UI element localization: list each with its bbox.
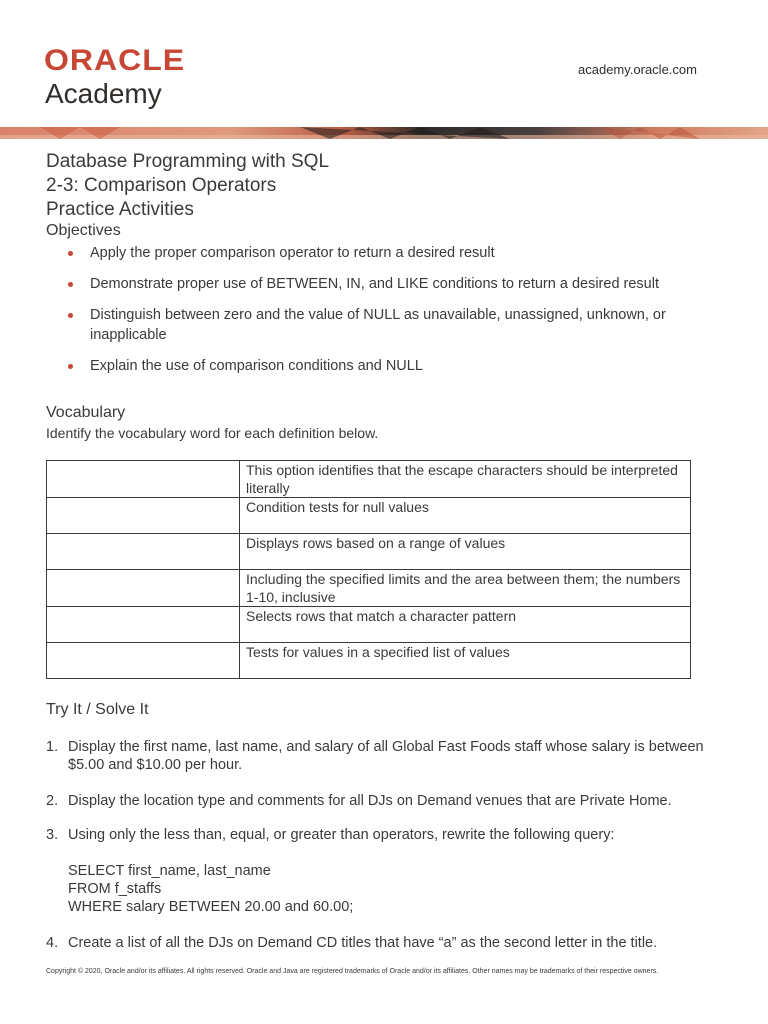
term-cell[interactable] xyxy=(47,534,240,570)
question-text: Using only the less than, equal, or greater than operators, rewrite the following query: xyxy=(68,827,615,843)
sql-line: FROM f_staffs xyxy=(68,881,162,897)
sql-code-block xyxy=(68,862,353,916)
course-title: Database Programming with SQL xyxy=(46,151,330,172)
bullet-icon xyxy=(68,313,73,318)
oracle-logo: ORACLE xyxy=(44,43,186,77)
definition-cell: Selects rows that match a character pattern xyxy=(240,607,691,643)
term-cell[interactable] xyxy=(47,570,240,607)
try-it-heading: Try It / Solve It xyxy=(46,701,149,718)
lesson-title: 2-3: Comparison Operators xyxy=(46,175,277,196)
table-row xyxy=(47,461,691,498)
table-row xyxy=(47,607,691,643)
question-text: Create a list of all the DJs on Demand CD titles that have “a” as the second letter in the title. xyxy=(68,935,658,951)
vocabulary-instruction: Identify the vocabulary word for each definition below. xyxy=(46,425,379,441)
table-row xyxy=(47,498,691,534)
vocabulary-table xyxy=(46,460,691,679)
sql-line: SELECT first_name, last_name xyxy=(68,863,271,879)
bullet-icon xyxy=(68,251,73,256)
decorative-banner xyxy=(0,127,768,139)
bullet-icon xyxy=(68,282,73,287)
section-subtitle: Practice Activities xyxy=(46,199,194,220)
definition-cell: Tests for values in a specified list of values xyxy=(240,643,691,679)
copyright-footer: Copyright © 2020, Oracle and/or its affiliates. All rights reserved. Oracle and Java are registered trademarks of Oracle and/or its affiliates. Other names may be trademarks of their respective owners. xyxy=(46,968,659,975)
objectives-heading: Objectives xyxy=(46,222,121,239)
term-cell[interactable] xyxy=(47,461,240,498)
question-number: 1. xyxy=(46,739,59,755)
question-number: 2. xyxy=(46,793,59,809)
list-item: Demonstrate proper use of BETWEEN, IN, and LIKE conditions to return a desired result xyxy=(68,274,708,294)
term-cell[interactable] xyxy=(47,643,240,679)
table-row xyxy=(47,570,691,607)
term-cell[interactable] xyxy=(47,607,240,643)
academy-logo-text: Academy xyxy=(45,78,162,109)
list-item: Apply the proper comparison operator to return a desired result xyxy=(68,243,708,263)
question-number: 3. xyxy=(46,827,59,843)
sql-line: WHERE salary BETWEEN 20.00 and 60.00; xyxy=(68,899,354,915)
question-text: Display the first name, last name, and salary of all Global Fast Foods staff whose salary is between $5.00 and $10.00 per hour. xyxy=(68,739,704,773)
list-item: Distinguish between zero and the value of NULL as unavailable, unassigned, unknown, or inapplicable xyxy=(68,305,708,345)
definition-cell: Displays rows based on a range of values xyxy=(240,534,691,570)
definition-cell: This option identifies that the escape characters should be interpreted literally xyxy=(240,461,691,498)
site-url: academy.oracle.com xyxy=(578,62,697,77)
question-text: Display the location type and comments for all DJs on Demand venues that are Private Home. xyxy=(68,793,672,809)
question-number: 4. xyxy=(46,935,59,951)
list-item: Explain the use of comparison conditions and NULL xyxy=(68,356,708,376)
table-row xyxy=(47,534,691,570)
term-cell[interactable] xyxy=(47,498,240,534)
definition-cell: Including the specified limits and the area between them; the numbers 1-10, inclusive xyxy=(240,570,691,607)
table-row xyxy=(47,643,691,679)
vocabulary-heading: Vocabulary xyxy=(46,404,126,421)
bullet-icon xyxy=(68,364,73,369)
definition-cell: Condition tests for null values xyxy=(240,498,691,534)
objectives-list xyxy=(68,243,708,387)
